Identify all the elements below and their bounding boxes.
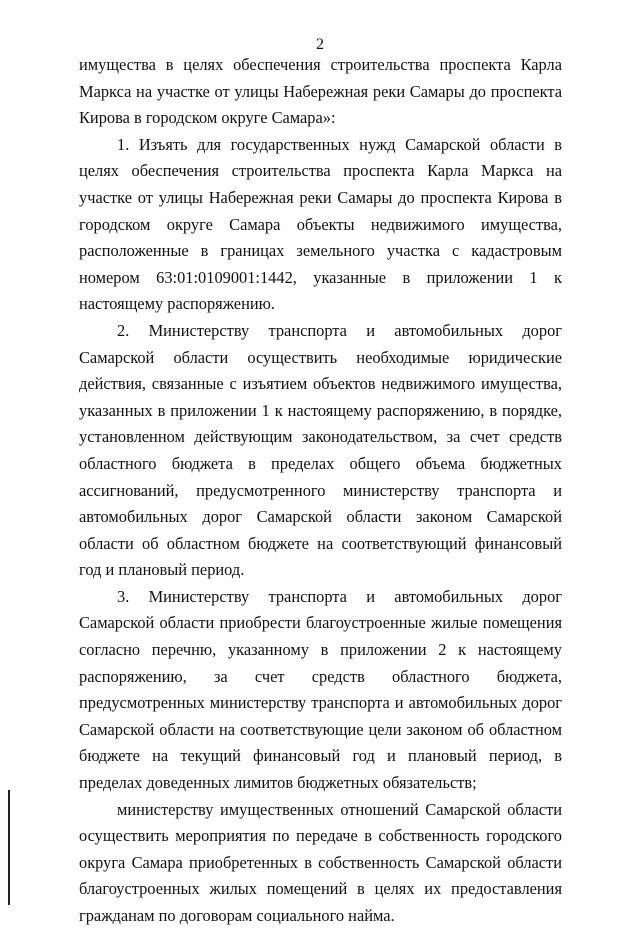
paragraph-continuation: имущества в целях обеспечения строительства проспекта Карла Маркса на участке от улицы Набережная реки Самары до проспекта Кирова в городском округе Самара»: [79, 55, 562, 128]
document-body [79, 52, 562, 930]
paragraph-item-2: 2. Министерству транспорта и автомобильных дорог Самарской области осуществить необходимые юридические действия, связанные с изъятием объектов недвижимого имущества, указанных в приложении 1 к настоящему распоряжению, в порядке, установленном действующим законодательством, за счет средств областного бюджета в пределах общего объема бюджетных ассигнований, предусмотренного министерству транспорта и автомобильных дорог Самарской области законом Самарской области об областном бюджете на соответствующий финансовый год и плановый период. [79, 320, 562, 580]
paragraph-item-3-continued: министерству имущественных отношений Самарской области осуществить мероприятия по передаче в собственность городского округа Самара приобретенных в собственность Самарской области благоустроенных жилых помещений в целях их предоставления гражданам по договорам социального найма. [79, 799, 562, 925]
page-number: 2 [316, 36, 324, 53]
scan-edge-line [8, 790, 10, 905]
paragraph-item-3: 3. Министерству транспорта и автомобильных дорог Самарской области приобрести благоустроенные жилые помещения согласно перечню, указанному в приложении 2 к настоящему распоряжению, за счет средств областного бюджета, предусмотренных министерству транспорта и автомобильных дорог Самарской области на соответствующие цели законом об областном бюджете на текущий финансовый год и плановый период, в пределах доведенных лимитов бюджетных обязательств; [79, 586, 562, 793]
paragraph-item-1: 1. Изъять для государственных нужд Самарской области в целях обеспечения строительства проспекта Карла Маркса на участке от улицы Набережная реки Самары до проспекта Кирова в городском округе Самара объекты недвижимого имущества, расположенные в границах земельного участка с кадастровым номером 63:01:0109001:1442, указанные в приложении 1 к настоящему распоряжению. [79, 134, 562, 314]
